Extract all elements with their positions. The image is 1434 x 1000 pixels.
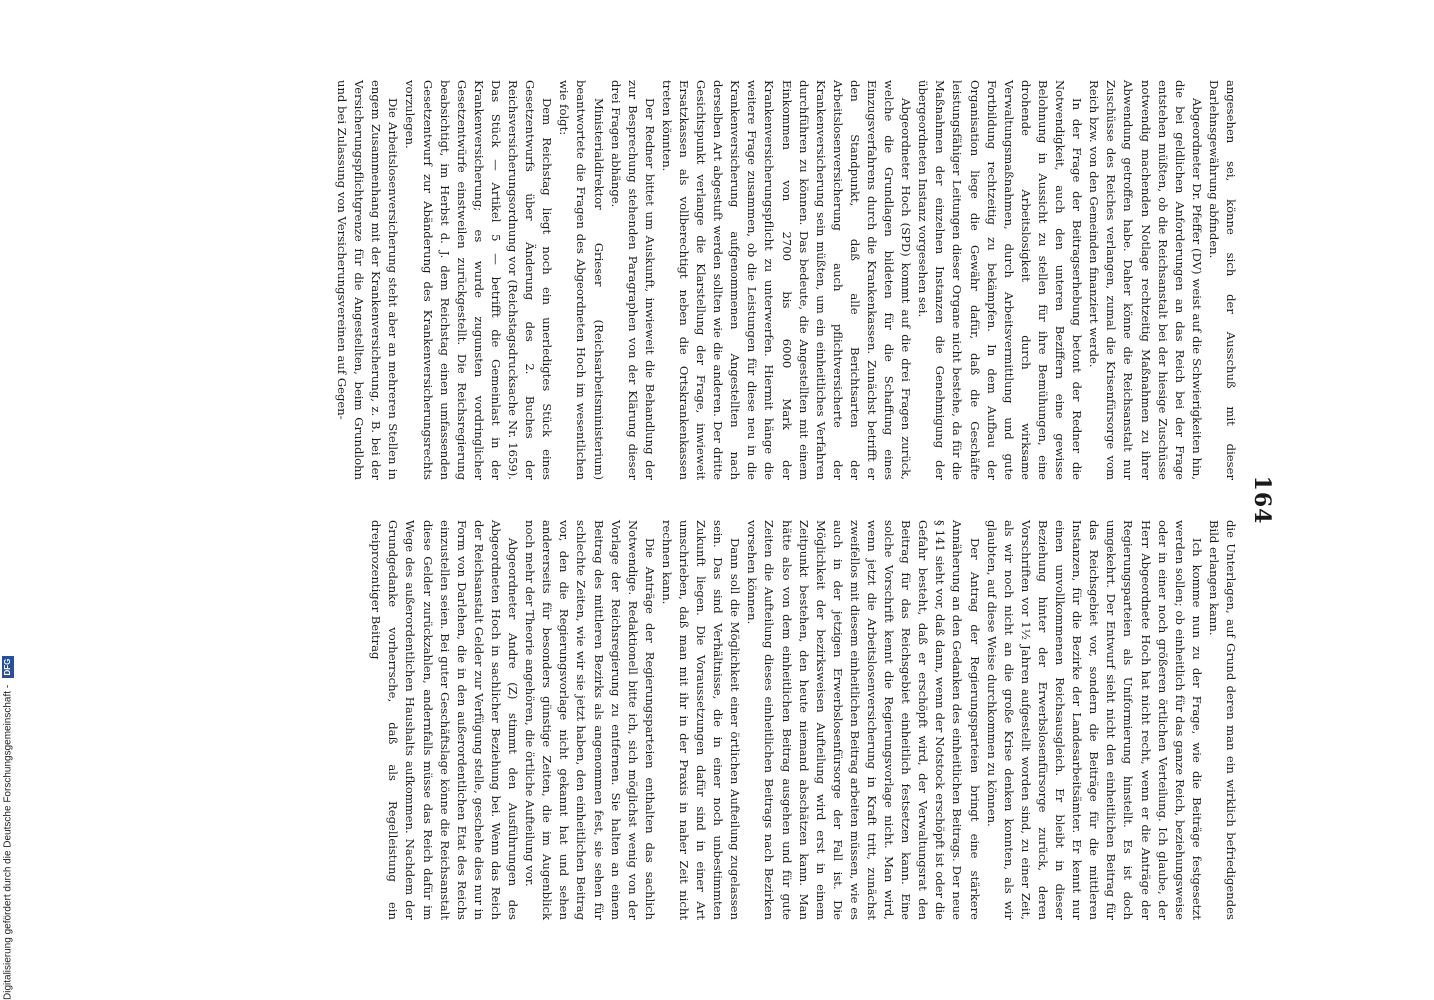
paragraph: In der Frage der Beitragserhebung betont der Redner die Notwendigkeit, auch den unteren Beziffern eine gewisse Belohnung in Aussicht zu stellen für ihre Bemühungen, eine drohende Arbeitslosigkeit durch wirksame Verwaltungsmaßnahmen, durch Arbeitsvermittlung und gute Fortbildung rechtzeitig zu bekämpfen. In dem Aufbau der Organisation liege die Gewähr dafür, daß die Geschäfte leistungsfähiger Leitungen dieser Organe nicht bestehe, da für die Maßnahmen der einzelnen Instanzen die Genehmigung der übergeordneten Instanz vorgesehen sei. [916,80,1085,480]
right-text-column [367,520,1239,920]
paragraph: Die Arbeitslosenversicherung steht aber an mehreren Stellen in engem Zusammenhang mit der Krankenversicherung, z. B. bei der Versicherungspflichtgrenze für die Angestellten, beim Grundlohn und bei Zulassung von Versicherungsvereinen auf Gegen- [335,80,401,480]
paragraph: Ich komme nun zu der Frage, wie die Beiträge festgesetzt werden sollen; ob einheitlich für das ganze Reich, beziehungsweise oder in einer noch größeren örtlichen Verteilung. Ich glaube, der Herr Abgeordnete Hoch hat nicht recht, wenn er die Anträge der Regierungsparteien als Uniformierung hinstellt. Es ist doch umgekehrt. Der Entwurf sieht nicht den einheitlichen Beitrag für das Reichsgebiet vor, sondern die Beiträge für die mittleren Instanzen, für die Bezirke der Landesarbeitsämter. Er kennt nur einen unvollkommenen Reichsausgleich. Er bleibt in dieser Beziehung hinter der Erwerbslosenfürsorge zurück, deren Vorschriften vor 1½ Jahren aufgestellt worden sind, zu einer Zeit, als wir noch nicht an die große Krise denken konnten, als wir glaubten, auf diese Weise durchkommen zu können. [984,520,1204,920]
paragraph: Abgeordneter Dr. Pfeffer (DV) weist auf die Schwierigkeiten hin, die bei geldlichen Anforderungen an das Reich bei der Frage entstehen müßten, ob die Reichsanstalt bei der hiesige Zuschüsse notwendig machenden Notlage rechtzeitig Maßnahmen zu ihrer Abwendung getroffen habe. Daher könne die Reichsanstalt nur Zuschüsse des Reiches verlangen, zumal die Krisenfürsorge vom Reich bzw. von den Gemeinden finanziert werde. [1087,80,1204,480]
dfg-logo: DFG [2,656,14,678]
paragraph: die Unterlagen, auf Grund deren man ein wirklich befriedigendes Bild erlangen kann. [1206,520,1238,920]
paragraph: Der Antrag der Regierungsparteien bringt eine stärkere Annäherung an den Gedanken des einheitlichen Beitrags. Der neue § 141 sieht vor, daß dann, wenn der Notstock erschöpft ist oder die Gefahr besteht, daß er erschöpft wird, der Verwaltungsrat den Beitrag für das Reichsgebiet einheitlich festsetzen kann. Eine solche Vorschrift kennt die Regierungsvorlage nicht. Man wird, wenn jetzt die Arbeitslosenversicherung in Kraft tritt, zunächst zweifellos mit diesem einheitlichen Beitrag arbeiten müssen, wie es auch in der jetzigen Erwerbslosenfürsorge der Fall ist. Die Möglichkeit der bezirksweisen Aufteilung wird erst in einem Zeitpunkt bestehen, den heute niemand abschätzen kann. Man hätte also von dem einheitlichen Beitrag ausgehen und für gute Zeiten die Aufteilung dieses einheitlichen Beitrags nach Bezirken vorsehen können. [745,520,982,920]
paragraph: Ministerialdirektor Grieser (Reichsarbeitsministerium) beantwortete die Fragen des Abgeordneten Hoch im wesentlichen wie folgt: [557,80,606,480]
paragraph: Dann soll die Möglichkeit einer örtlichen Aufteilung zugelassen sein. Das sind Verhältnisse, die in einer noch unbestimmten Zukunft liegen. Die Voraussetzungen dafür sind in einer Art umschrieben, daß man mit ihr in der Praxis in naher Zeit nicht rechnen kann. [659,520,743,920]
paragraph: Der Redner bittet um Auskunft, inwieweit die Behandlung der zur Besprechung stehenden Paragraphen von der Klärung dieser drei Fragen abhänge. [608,80,657,480]
paragraph: Die Anträge der Regierungsparteien enthalten das sachlich Notwendige. Redaktionell bitte ich, sich möglichst wenig von der Vorlage der Reichsregierung zu entfernen. Sie halten an einem Beitrag des mittleren Bezirks als angenommen fest, sie sehen für schlechte Zeiten, wie wir sie jetzt haben, den einheitlichen Beitrag vor, den die Regierungsvorlage nicht gekannt hat und sehen andererseits für besonders günstige Zeiten, die im Augenblick noch mehr der Theorie angehören, die örtliche Aufteilung vor. [523,520,657,920]
document-page [195,80,1275,920]
digitization-credit-text: Digitalisierung gefördert durch die Deutsche Forschungsgemeinschaft - [2,684,14,1000]
left-text-column [333,80,1239,480]
digitization-credit [2,0,16,1000]
paragraph: Abgeordneter Andre (Z) stimmt den Ausführungen des Abgeordneten Hoch in sachlicher Beziehung bei. Wenn das Reich der Reichsanstalt Gelder zur Verfügung stelle, geschehe dies nur in Form von Darlehen, die in den außerordentlichen Etat des Reichs einzustellen seien. Bei guter Geschäftslage könne die Reichsanstalt diese Gelder zurückzahlen, andernfalls müsse das Reich dafür im Wege des außerordentlichen Haushalts aufkommen. Nachdem der Grundgedanke vorherrsche, daß als Regelleistung ein dreiprozentiger Beitrag [369,520,521,920]
paragraph: Dem Reichstag liegt noch ein unerledigtes Stück eines Gesetzentwurfs über Änderung des 2. Buches der Reichsversicherungsordnung vor (Reichstagsdrucksache Nr. 1659). Das Stück — Artikel 5 — betrifft die Gemeinlast in der Krankenversicherung; es wurde zugunsten vordringlicher Gesetzentwürfe einstweilen zurückgestellt. Die Reichsregierung beabsichtigt, im Herbst d. J. dem Reichstag einen umfassenden Gesetzentwurf zur Abänderung des Krankenversicherungsrechts vorzulegen. [403,80,555,480]
page-number: 164 [1249,475,1275,525]
paragraph: Abgeordneter Hoch (SPD) kommt auf die drei Fragen zurück, welche die Grundlagen bildeten für die Schaffung eines Einzugsverfahrens durch die Krankenkassen. Zunächst betrifft er den Standpunkt, daß alle Berichtsarten der Arbeitslosenversicherung auch pflichtversicherte der Krankenversicherung sein müßten, um ein einheitliches Verfahren durchführen zu können. Das bedeute, die Angestellten mit einem Einkommen von 2700 bis 6000 Mark der Krankenversicherungspflicht zu unterwerfen. Hiermit hänge die weitere Frage zusammen, ob die Leistungen für diese neu in die Krankenversicherung aufgenommenen Angestellten nach derselben Art abgestuft werden sollten wie die anderen. Der dritte Gesichtspunkt verlange die Klarstellung der Frage, inwieweit Ersatzkassen als vollberechtigt neben die Ortskrankenkassen treten könnten. [659,80,914,480]
paragraph: angesehen sei, könne sich der Ausschuß mit dieser Darlehnsgewährung abfinden. [1206,80,1238,480]
